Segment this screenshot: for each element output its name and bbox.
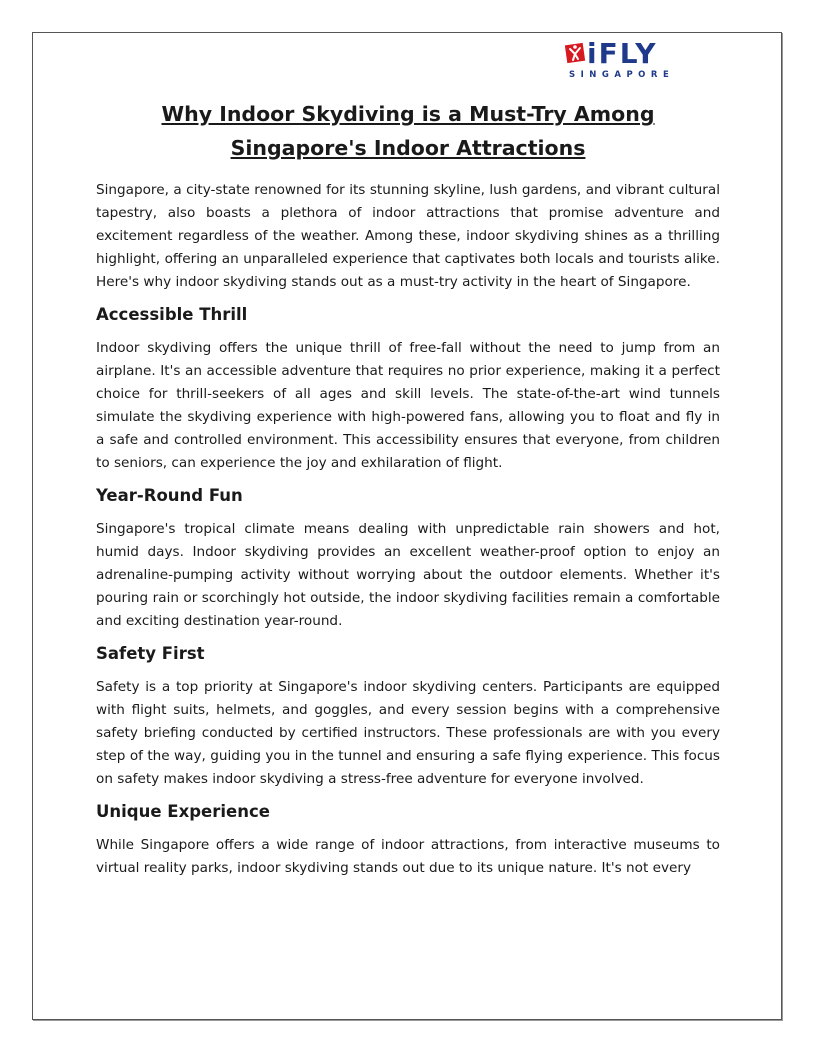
section-body-unique-experience: While Singapore offers a wide range of indoor attractions, from interactive museums to virtual reality parks, indoor skydiving stands out due to its unique nature. It's not every	[96, 837, 720, 876]
brand-subtitle: SINGAPORE	[569, 70, 675, 80]
section-heading-accessible-thrill: Accessible Thrill	[96, 305, 248, 324]
section-body-accessible-thrill: Indoor skydiving offers the unique thrill of free-fall without the need to jump from an airplane. It's an accessible adventure that requires no prior experience, making it a perfect choice for thrill-seekers of all ages and skill levels. The state-of-the-art wind tunnels simulate the skydiving experience with high-powered fans, allowing you to float and fly in a safe and controlled environment. This accessibility ensures that everyone, from children to seniors, can experience the joy and exhilaration of flight.	[96, 340, 720, 471]
intro-paragraph: Singapore, a city-state renowned for its stunning skyline, lush gardens, and vibrant cultural tapestry, also boasts a plethora of indoor attractions that promise adventure and excitement regardless of the weather. Among these, indoor skydiving shines as a thrilling highlight, offering an unparalleled experience that captivates both locals and tourists alike. Here's why indoor skydiving stands out as a must-try activity in the heart of Singapore.	[96, 182, 720, 290]
ifly-singapore-logo	[565, 37, 705, 82]
page-title: Why Indoor Skydiving is a Must-Try Among Singapore's Indoor Attractions	[161, 102, 655, 160]
article	[96, 97, 720, 889]
brand-name: iFLY	[587, 37, 658, 70]
skydiver-flag-icon	[565, 41, 587, 67]
section-body-safety-first: Safety is a top priority at Singapore's indoor skydiving centers. Participants are equipped with flight suits, helmets, and goggles, and every session begins with a comprehensive safety briefing conducted by certified instructors. These professionals are with you every step of the way, guiding you in the tunnel and ensuring a safe flying experience. This focus on safety makes indoor skydiving a stress-free adventure for everyone involved.	[96, 679, 720, 787]
section-heading-safety-first: Safety First	[96, 644, 205, 663]
section-heading-year-round-fun: Year-Round Fun	[96, 486, 243, 505]
section-heading-unique-experience: Unique Experience	[96, 802, 270, 821]
section-body-year-round-fun: Singapore's tropical climate means dealing with unpredictable rain showers and hot, humid days. Indoor skydiving provides an excellent weather-proof option to enjoy an adrenaline-pumping activity without worrying about the outdoor elements. Whether it's pouring rain or scorchingly hot outside, the indoor skydiving facilities remain a comfortable and exciting destination year-round.	[96, 521, 720, 629]
